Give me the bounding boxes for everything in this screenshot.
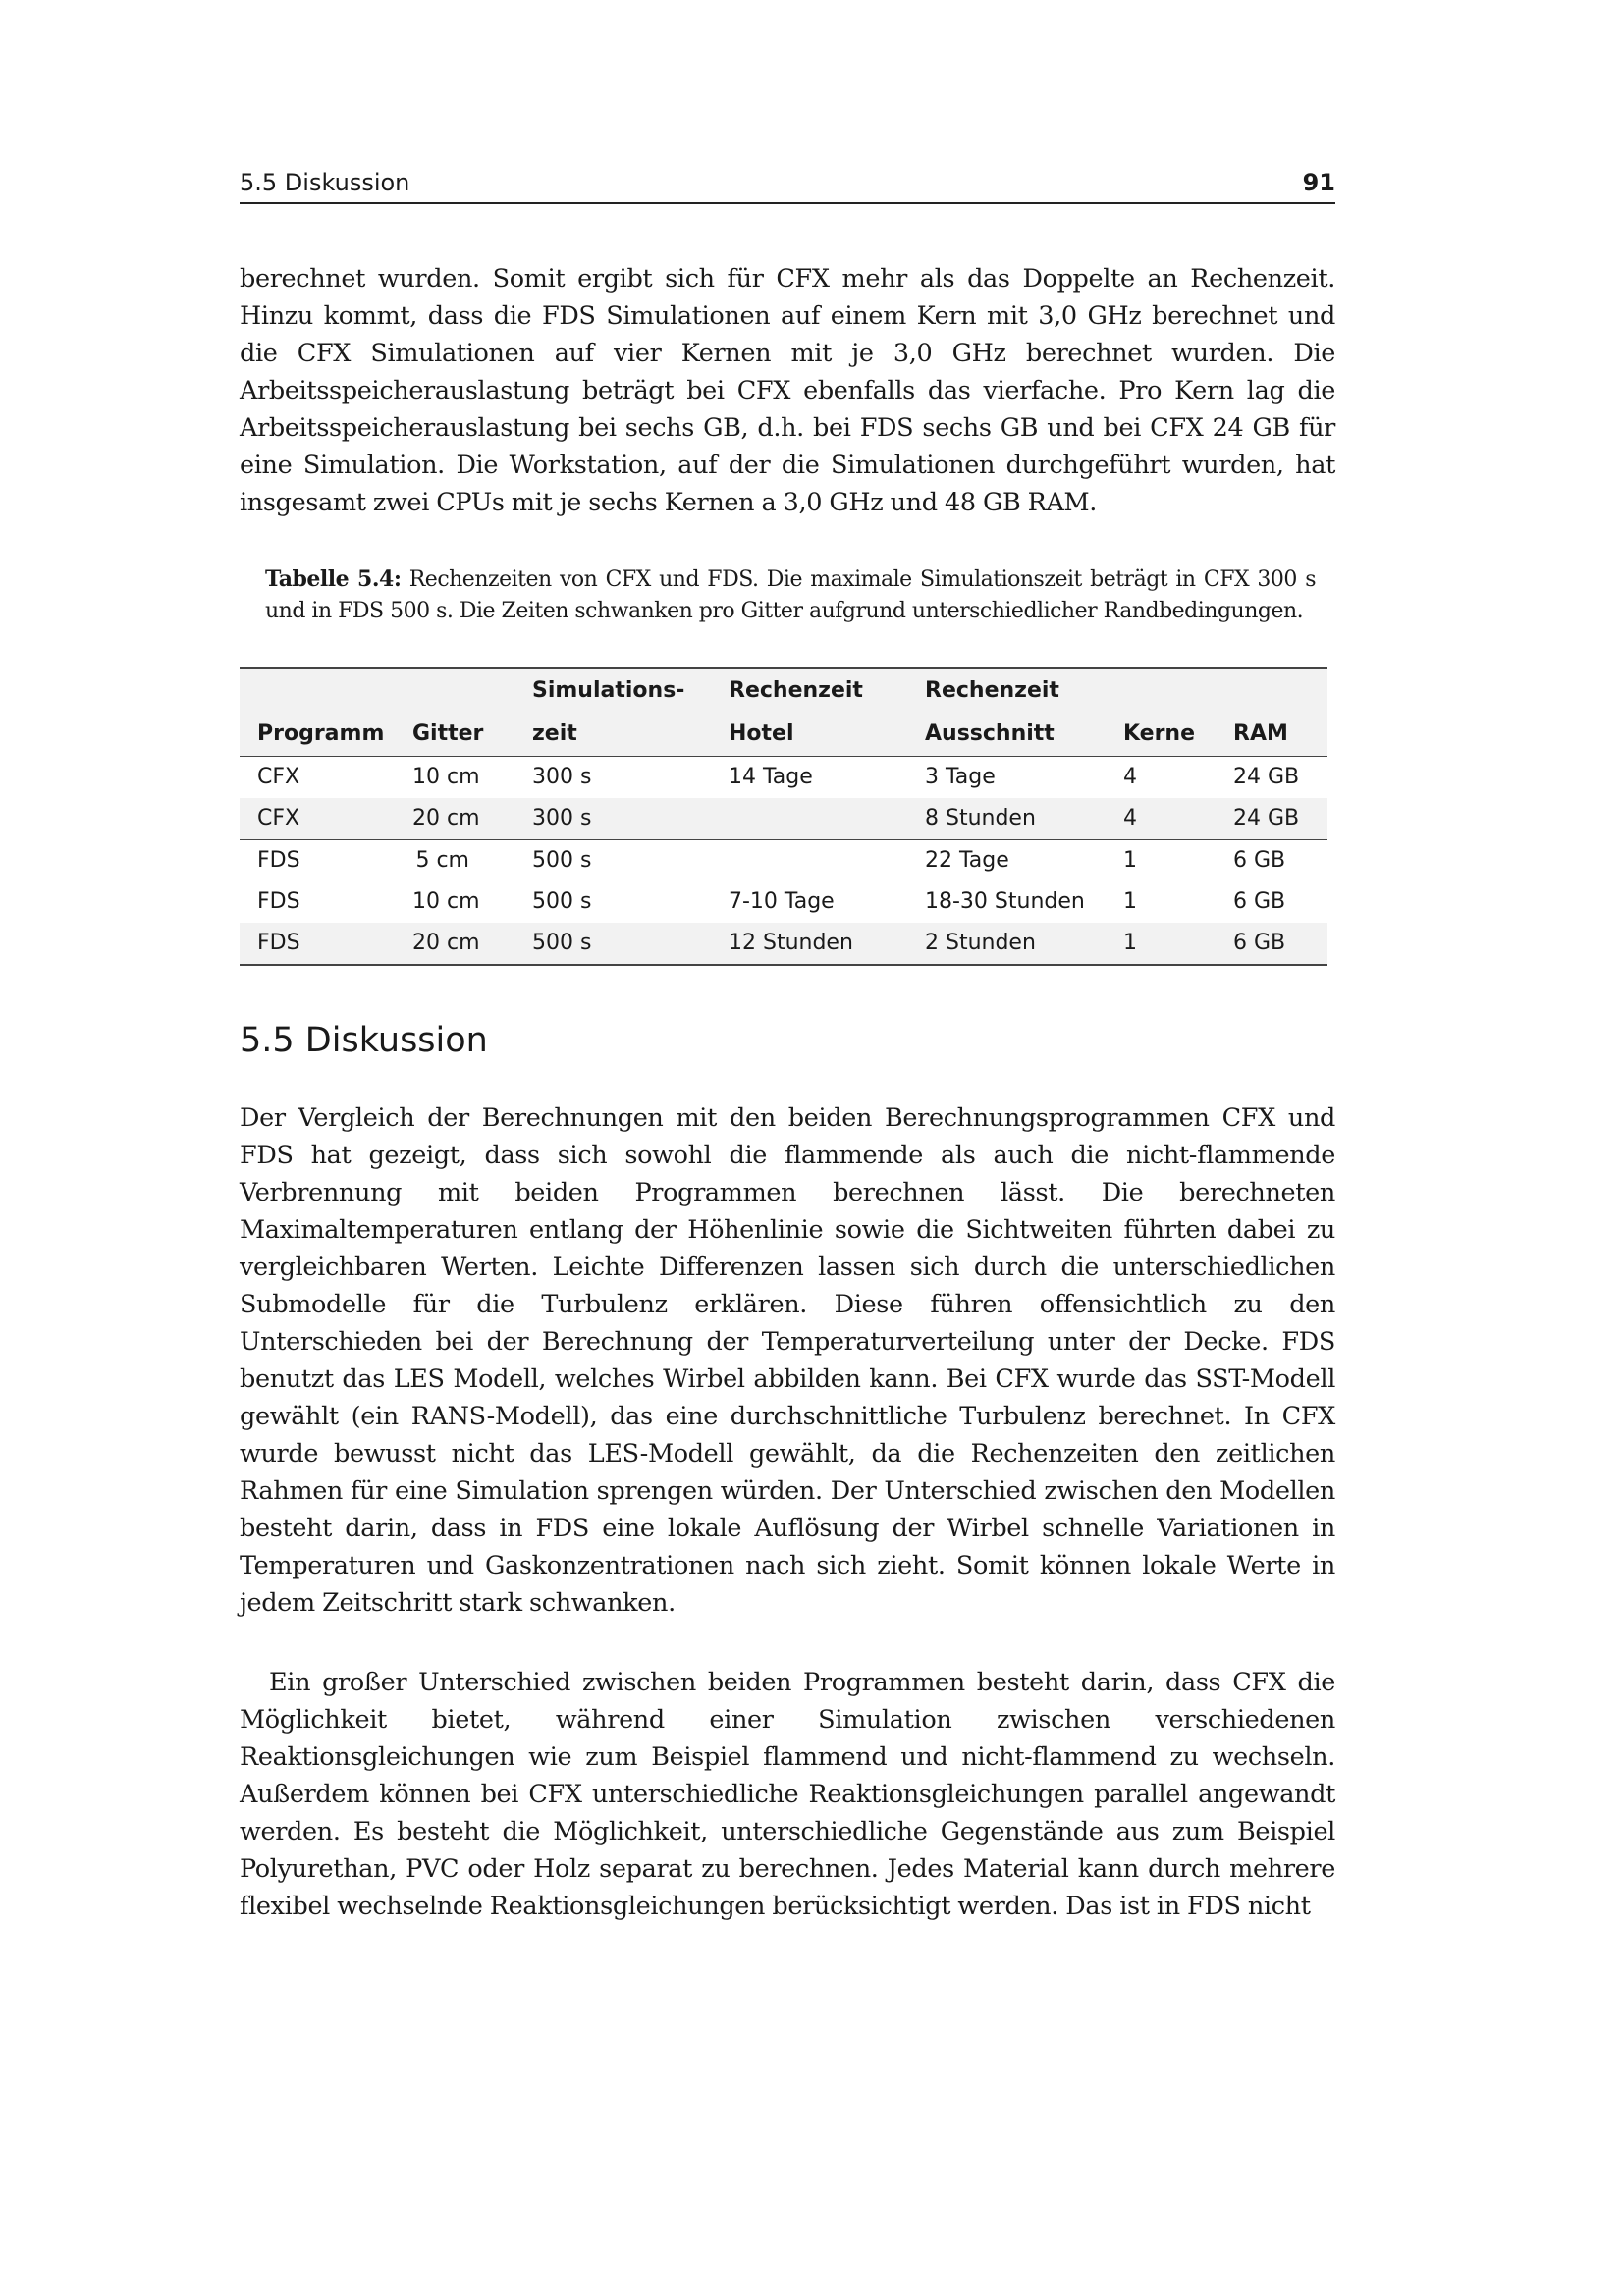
cell-ausschnitt: 8 Stunden — [907, 798, 1106, 840]
cell-kerne: 1 — [1106, 923, 1216, 965]
cell-simzeit: 300 s — [532, 765, 592, 789]
page-number: 91 — [1302, 169, 1335, 196]
paragraph-comparison: Der Vergleich der Berechnungen mit den beiden Berechnungsprogrammen CFX und FDS hat gezeigt, dass sich sowohl die flammende als auch die nicht-flammende Verbrennung mit beiden Programmen berechnen lässt. Die berechneten Maximaltemperaturen entlang der Höhenlinie sowie die Sichtweiten führten dabei zu vergleichbaren Werten. Leichte Differenzen lassen sich durch die unterschiedlichen Submodelle für die Turbulenz erklären. Diese führen offensichtlich zu den Unterschieden bei der Berechnung der Temperaturverteilung unter der Decke. FDS benutzt das LES Modell, welches Wirbel abbilden kann. Bei CFX wurde das SST-Modell gewählt (ein RANS-Modell), das eine durchschnittliche Turbulenz berechnet. In CFX wurde bewusst nicht das LES-Modell gewählt, da die Rechenzeiten den zeitlichen Rahmen für eine Simulation sprengen würden. Der Unterschied zwischen den Modellen besteht darin, dass in FDS eine lokale Auflösung der Wirbel schnelle Variationen in Temperaturen und Gaskonzentrationen nach sich zieht. Somit können lokale Werte in jedem Zeitschritt stark schwanken. — [240, 1103, 1335, 1618]
cell-simzeit: 500 s — [514, 840, 711, 882]
paragraph-computation-time: berechnet wurden. Somit ergibt sich für CFX mehr als das Doppelte an Rechenzeit. Hinzu kommt, dass die FDS Simulationen auf einem Kern mit 3,0 GHz berechnet und die CFX Simulationen auf vier Kernen mit je 3,0 GHz berechnet wurden. Die Arbeitsspeicherauslastung beträgt bei CFX ebenfalls das vierfache. Pro Kern lag die Arbeitsspeicherauslastung bei sechs GB, d.h. bei FDS sechs GB und bei CFX 24 GB für eine Simulation. Die Workstation, auf der die Simulationen durchgeführt wurden, hat insgesamt zwei CPUs mit je sechs Kernen a 3,0 GHz und 48 GB RAM. — [240, 264, 1335, 517]
cell-programm: CFX — [257, 765, 300, 789]
table-row — [240, 840, 1327, 882]
header-programm-top — [240, 668, 395, 713]
header-kerne-top — [1106, 668, 1216, 713]
cell-simzeit: 500 s — [514, 923, 711, 965]
header-simulationszeit-top: Simulations- — [514, 668, 711, 713]
header-rechenzeit-ausschnitt-top: Rechenzeit — [907, 668, 1106, 713]
header-kerne: Kerne — [1106, 713, 1216, 757]
table-row — [240, 798, 1327, 840]
cell-gitter: 10 cm — [412, 765, 480, 789]
cell-ausschnitt: 22 Tage — [907, 840, 1106, 882]
cell-ausschnitt: 3 Tage — [925, 765, 996, 789]
cell-ram: 6 GB — [1216, 840, 1327, 882]
table-caption-text: Rechenzeiten von CFX und FDS. Die maximale Simulationszeit beträgt in CFX 300 s und in FDS 500 s. Die Zeiten schwanken pro Gitter aufgrund unterschiedlicher Randbedingungen. — [265, 567, 1316, 623]
table-caption-label: Tabelle 5.4: — [265, 566, 402, 592]
cell-hotel — [711, 798, 907, 840]
header-rechenzeit-hotel-top: Rechenzeit — [711, 668, 907, 713]
header-gitter: Gitter — [395, 713, 514, 757]
header-rechenzeit-hotel: Hotel — [711, 713, 907, 757]
cell-programm: CFX — [240, 798, 395, 840]
cell-kerne: 1 — [1123, 889, 1137, 914]
cell-ram: 24 GB — [1233, 765, 1300, 789]
running-head — [240, 167, 1335, 204]
section-heading: 5.5 Diskussion — [240, 1021, 488, 1060]
table-row — [240, 923, 1327, 965]
cell-simzeit: 300 s — [514, 798, 711, 840]
cell-programm: FDS — [240, 840, 395, 882]
header-ram: RAM — [1216, 713, 1327, 757]
header-gitter-top — [395, 668, 514, 713]
header-rechenzeit-ausschnitt: Ausschnitt — [907, 713, 1106, 757]
cell-hotel: 7-10 Tage — [729, 889, 835, 914]
table-row — [240, 881, 1327, 923]
cell-hotel: 14 Tage — [729, 765, 813, 789]
header-programm: Programm — [240, 713, 395, 757]
cell-ausschnitt: 18-30 Stunden — [925, 889, 1085, 914]
cell-hotel — [711, 840, 907, 882]
paragraph-reaction-equations: Ein großer Unterschied zwischen beiden Programmen besteht darin, dass CFX die Möglichkeit bietet, während einer Simulation zwischen verschiedenen Reaktionsgleichungen wie zum Beispiel flammend und nicht-flammend zu wechseln. Außerdem können bei CFX unterschiedliche Reaktionsgleichungen parallel angewandt werden. Es besteht die Möglichkeit, unterschiedliche Gegenstände aus zum Beispiel Polyurethan, PVC oder Holz separat zu berechnen. Jedes Material kann durch mehrere flexibel wechselnde Reaktionsgleichungen berücksichtigt werden. Das ist in FDS nicht — [240, 1668, 1335, 1921]
cell-ram: 6 GB — [1216, 923, 1327, 965]
cell-kerne: 4 — [1106, 798, 1216, 840]
running-head-section: 5.5 Diskussion — [240, 169, 410, 196]
computation-time-table — [240, 667, 1327, 966]
cell-ram: 24 GB — [1216, 798, 1327, 840]
cell-ausschnitt: 2 Stunden — [907, 923, 1106, 965]
cell-programm: FDS — [257, 889, 300, 914]
table-caption — [265, 563, 1316, 627]
cell-gitter: 20 cm — [395, 923, 514, 965]
cell-hotel: 12 Stunden — [711, 923, 907, 965]
cell-kerne: 4 — [1123, 765, 1137, 789]
cell-ram: 6 GB — [1233, 889, 1286, 914]
header-simulationszeit: zeit — [514, 713, 711, 757]
cell-gitter: 5 cm — [395, 840, 514, 882]
cell-kerne: 1 — [1106, 840, 1216, 882]
cell-programm: FDS — [240, 923, 395, 965]
cell-simzeit: 500 s — [532, 889, 592, 914]
header-ram-top — [1216, 668, 1327, 713]
cell-gitter: 10 cm — [412, 889, 480, 914]
table-row — [240, 757, 1327, 799]
cell-gitter: 20 cm — [395, 798, 514, 840]
